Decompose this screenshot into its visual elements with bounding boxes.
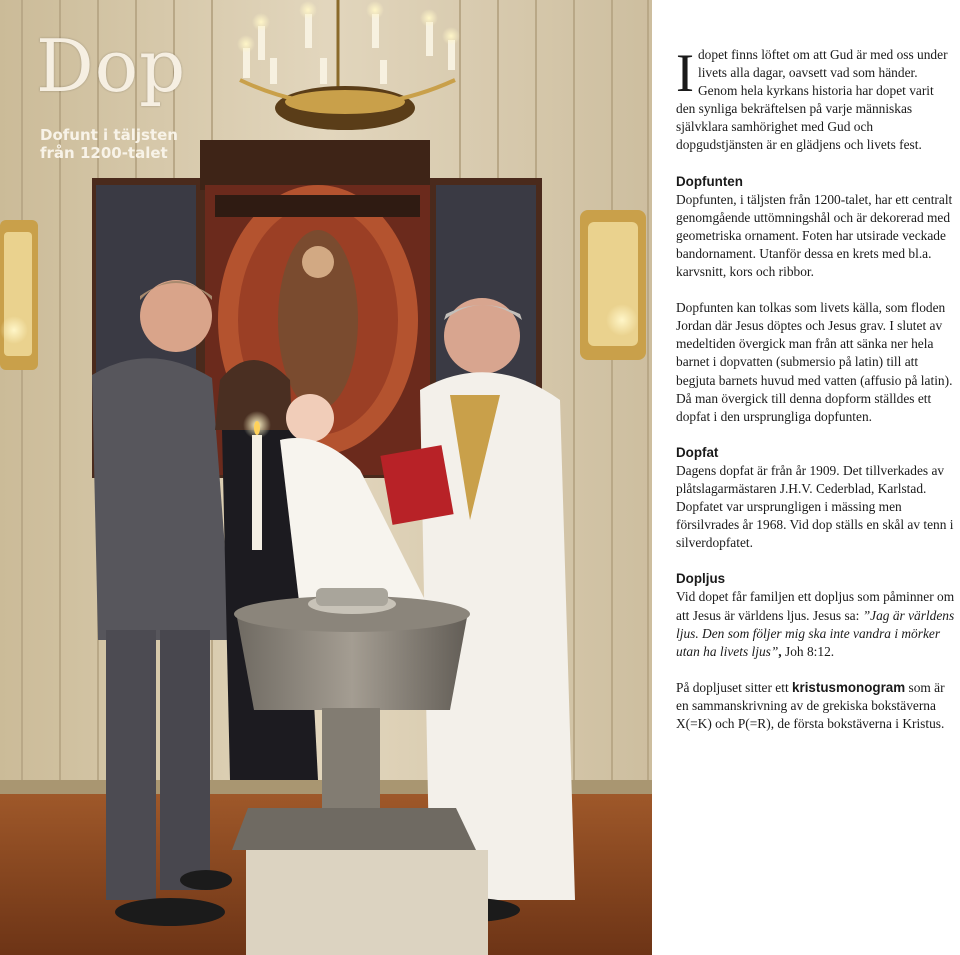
photo-caption: Dofunt i täljsten från 1200-talet xyxy=(40,126,178,162)
heading-dopfunten: Dopfunten xyxy=(676,173,743,189)
quote-comma: , xyxy=(778,643,782,659)
text-column xyxy=(676,43,956,733)
monogram-term: kristusmonogram xyxy=(792,679,906,695)
drop-cap: I xyxy=(676,43,694,103)
section-dopljus xyxy=(676,570,956,733)
wall-sconce-left xyxy=(0,220,38,370)
heading-dopfat: Dopfat xyxy=(676,444,719,460)
dopfat-paragraph: Dagens dopfat är från år 1909. Det tillverkades av plåtslagarmästaren J.H.V. Cederblad, Karlstad. Dopfatet var ursprungligen i mässing men försilvrades år 1968. Vid dop ställs en skål av tenn i silverdopfatet. xyxy=(676,462,954,551)
dopfunten-paragraph-2: Dopfunten kan tolkas som livets källa, som floden Jordan där Jesus döptes och Jesus grav. I slutet av medeltiden övergick man från att sänka ner hela barnet i dopvatten (submersio på latin) till att begjuta barnets huvud med vatten (affusio på latin). Då man övergick till denna dopform ställdes ett dopfat i den ursprungliga dopfunten. xyxy=(676,300,953,424)
intro-paragraph xyxy=(676,43,956,155)
bible-quote: ”Jag är världens ljus. Den som följer mig ska inte vandra i mörker utan ha livets ljus” xyxy=(676,607,955,659)
monogram-text-pre: På dopljuset sitter ett xyxy=(676,679,793,695)
dopfunten-paragraph-1: Dopfunten, i täljsten från 1200-talet, har ett centralt genomgående uttömningshål och är dekorerad med geometriska ornament. Foten har utsirade veckade bandornament. Utanför dessa en krets med bl.a. karvsnitt, kors och ribbor. xyxy=(676,191,953,280)
dopljus-paragraph-2 xyxy=(676,679,956,733)
dopljus-text: Vid dopet får familjen ett dopljus som påminner om att Jesus är världens ljus. Jesus sa: xyxy=(676,589,955,623)
page-title: Dop xyxy=(36,24,187,108)
section-dopfat xyxy=(676,444,956,553)
monogram-text-post: som är en sammanskrivning av de grekiska bokstäverna X(=K) och P(=R), de första bokstäverna i Kristus. xyxy=(676,679,945,731)
intro-text: dopet finns löftet om att Gud är med oss under livets alla dagar, oavsett vad som händer. Genom hela kyrkans historia har dopet varit den synliga bekräftelsen på varje människas självklara samhörighet med Gud och dopgudstjänsten är en glädjens och livets fest. xyxy=(676,47,948,153)
bible-reference: Joh 8:12. xyxy=(781,643,835,659)
dopljus-paragraph-1 xyxy=(676,588,956,660)
section-dopfunten xyxy=(676,173,956,426)
heading-dopljus: Dopljus xyxy=(676,571,726,587)
wall-sconce-right xyxy=(580,210,646,360)
